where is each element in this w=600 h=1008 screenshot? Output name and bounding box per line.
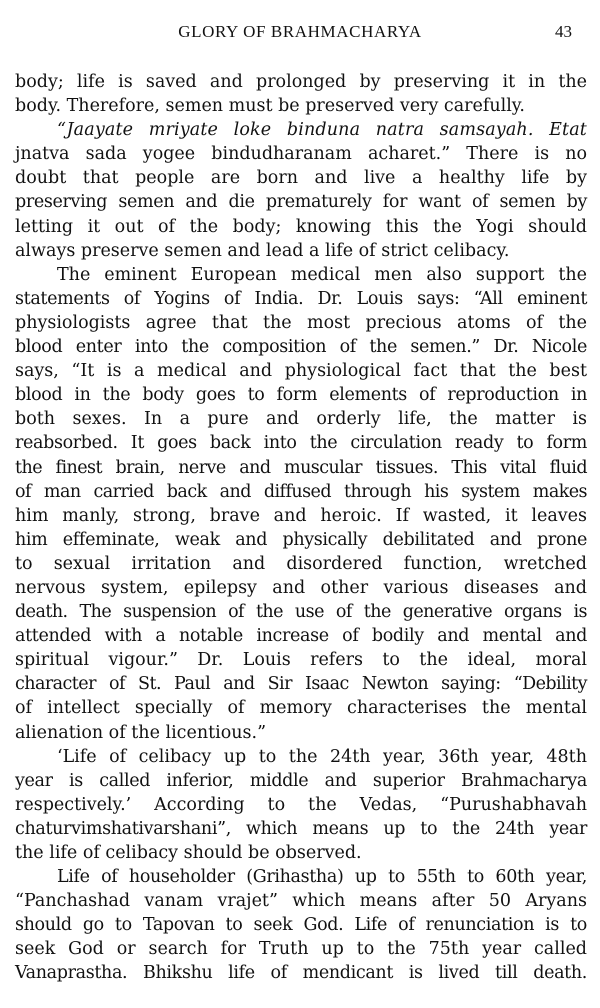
text-line: Vanaprastha. Bhikshu life of mendicant is lived till death. [15,963,587,984]
text-line: seek God or search for Truth up to the 75th year called [15,939,587,960]
text-line: nervous system, epilepsy and other various diseases and [15,577,587,598]
text-line: attended with a notable increase of bodily and mental and [15,626,587,647]
paragraph-medical-opinion [15,263,587,745]
text-line: says, “It is a medical and physiological fact that the best [15,361,587,382]
text-line: body. Therefore, semen must be preserved very carefully. [15,96,525,117]
text-line: preserving semen and die prematurely for want of semen by [15,192,587,213]
paragraph-continued [15,70,587,118]
text-line: physiologists agree that the most precious atoms of the [15,312,587,333]
text-line: spiritual vigour.” Dr. Louis refers to the ideal, moral [15,650,587,671]
text-line: death. The suspension of the use of the generative organs is [15,602,587,623]
text-line: always preserve semen and lead a life of strict celibacy. [15,240,510,261]
text-line: blood enter into the composition of the semen.” Dr. Nicole [15,337,587,358]
text-line: of man carried back and diffused through his system makes [15,481,587,502]
page-number: 43 [555,22,572,41]
text-line: him effeminate, weak and physically debilitated and prone [15,529,587,550]
text-line: “Panchashad vanam vrajet” which means after 50 Aryans [15,891,587,912]
text-line: character of St. Paul and Sir Isaac Newton saying: “Debility [15,674,587,695]
text-line: reabsorbed. It goes back into the circulation ready to form [15,433,587,454]
sanskrit-quote: “Jaayate mriyate loke binduna natra samsayah. Etat [57,120,587,141]
text-line: Life of householder (Grihastha) up to 55th to 60th year, [57,867,587,888]
text-line: him manly, strong, brave and heroic. If wasted, it leaves [15,505,587,526]
paragraph-celibacy-stages [15,745,587,865]
text-line: ‘Life of celibacy up to the 24th year, 36th year, 48th [57,746,587,767]
paragraph-householder [15,865,587,985]
text-line: The eminent European medical men also support the [57,264,587,285]
text-line: chaturvimshativarshani”, which means up to the 24th year [15,818,587,839]
text-line: blood in the body goes to form elements of reproduction in [15,385,587,406]
running-header [16,22,584,46]
chapter-title: GLORY OF BRAHMACHARYA [178,22,422,41]
text-line: the finest brain, nerve and muscular tissues. This vital fluid [15,457,587,478]
paragraph-sanskrit-quote [15,118,587,263]
text-line: doubt that people are born and live a healthy life by [15,168,587,189]
text-line [15,118,587,142]
text-line: statements of Yogins of India. Dr. Louis says: “All eminent [15,288,587,309]
text-line: alienation of the licentious.” [15,722,267,743]
text-line: year is called inferior, middle and superior Brahmacharya [15,770,587,791]
text-line: body; life is saved and prolonged by preserving it in the [15,72,587,92]
body-text [15,70,587,986]
text-line: jnatva sada yogee bindudharanam acharet.” There is no [15,144,587,165]
text-line: respectively.’ According to the Vedas, “Purushabhavah [15,794,587,815]
text-line: letting it out of the body; knowing this the Yogi should [15,216,587,237]
text-line: to sexual irritation and disordered function, wretched [15,553,587,574]
text-line: of intellect specially of memory characterises the mental [15,698,587,719]
text-line: the life of celibacy should be observed. [15,843,362,863]
text-line: should go to Tapovan to seek God. Life of renunciation is to [15,915,587,936]
text-line: both sexes. In a pure and orderly life, the matter is [15,409,587,430]
